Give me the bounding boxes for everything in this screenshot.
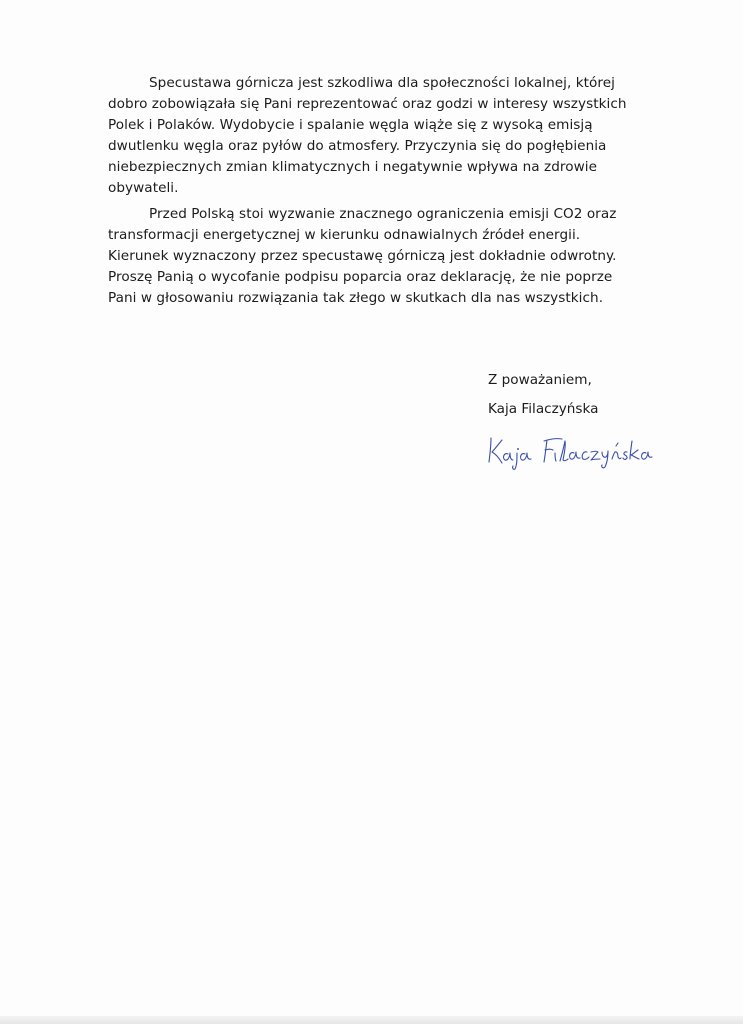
- paragraph-1-line-1: Specustawa górnicza jest szkodliwa dla społeczności lokalnej, której: [149, 75, 616, 91]
- paragraph-2-line-3: Kierunek wyznaczony przez specustawę górniczą jest dokładnie odwrotny.: [108, 248, 617, 264]
- paragraph-2-line-4: Proszę Panią o wycofanie podpisu poparcia oraz deklarację, że nie poprze: [108, 269, 613, 285]
- paragraph-2-line-5: Pani w głosowaniu rozwiązania tak złego w skutkach dla nas wszystkich.: [108, 290, 604, 306]
- page-edge: [0, 1016, 743, 1024]
- paragraph-2-line-2: transformacji energetycznej w kierunku odnawialnych źródeł energii.: [108, 227, 581, 243]
- paragraph-1-line-4: dwutlenku węgla oraz pyłów do atmosfery. Przyczynia się do pogłębienia: [108, 138, 607, 154]
- handwritten-signature: [484, 428, 654, 470]
- paragraph-1-line-5: niebezpiecznych zmian klimatycznych i negatywnie wpływa na zdrowie: [108, 159, 598, 175]
- paragraph-1-line-6: obywateli.: [108, 180, 179, 196]
- closing-salutation: Z poważaniem,: [488, 372, 592, 388]
- paragraph-1-line-3: Polek i Polaków. Wydobycie i spalanie węgla wiąże się z wysoką emisją: [108, 117, 593, 133]
- author-name: Kaja Filaczyńska: [488, 401, 599, 417]
- paragraph-2-line-1: Przed Polską stoi wyzwanie znacznego ograniczenia emisji CO2 oraz: [149, 206, 617, 222]
- paragraph-1-line-2: dobro zobowiązała się Pani reprezentować oraz godzi w interesy wszystkich: [108, 96, 627, 112]
